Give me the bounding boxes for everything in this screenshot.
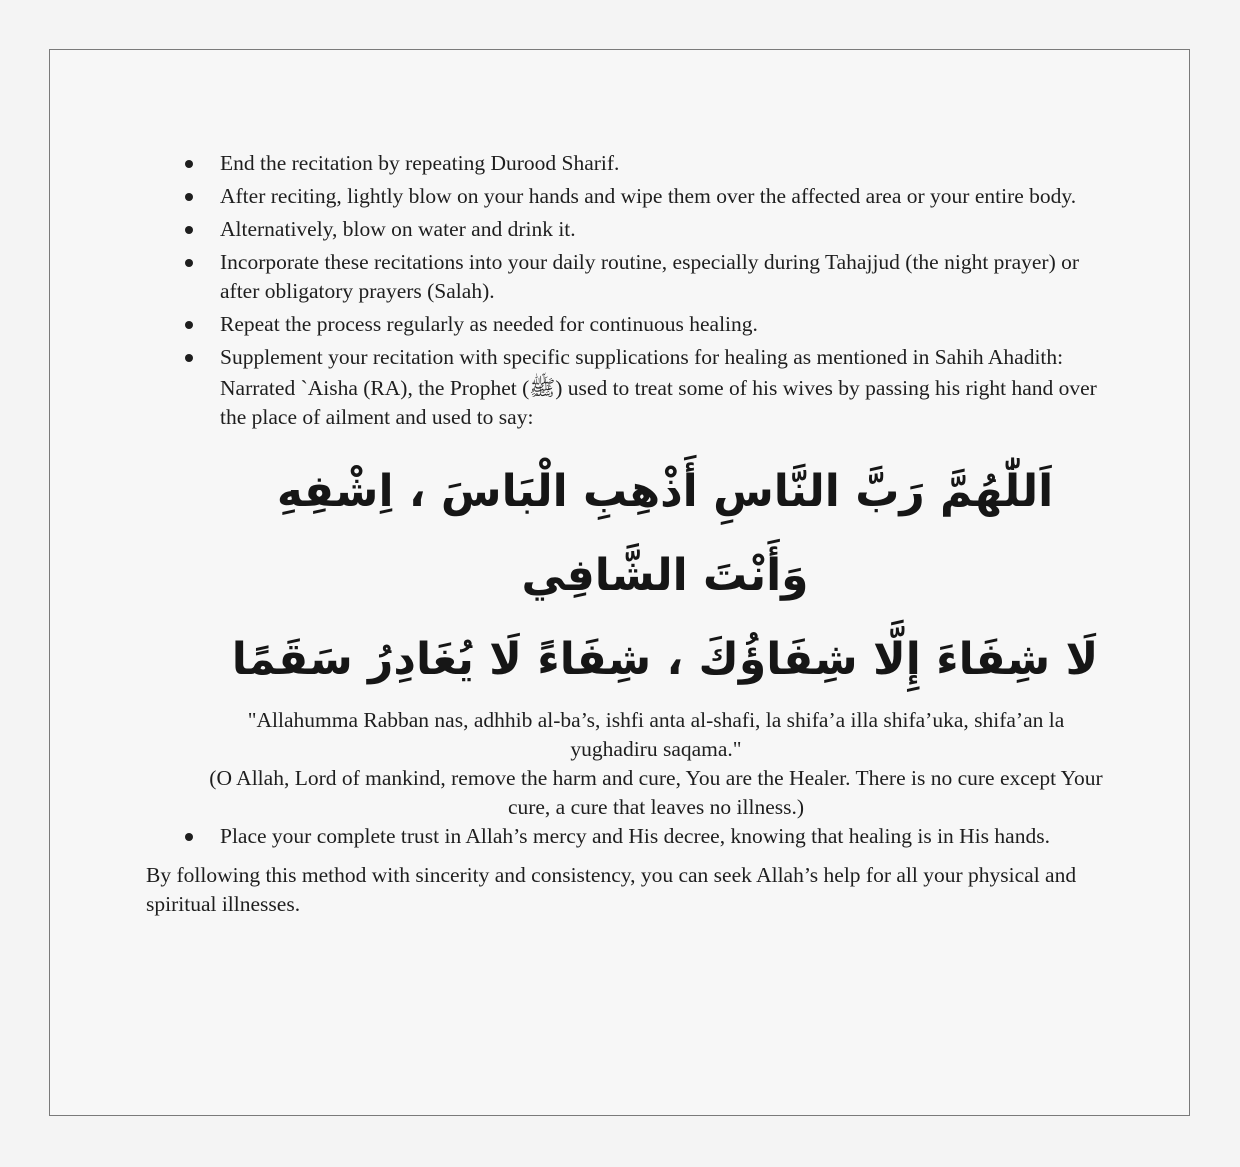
dua-transliteration: "Allahumma Rabban nas, adhhib al-ba’s, ishfi anta al-shafi, la shifa’a illa shifa’uka, shifa’an la yughadiru saqama." (247, 708, 1065, 761)
list-item: Incorporate these recitations into your daily routine, especially during Tahajjud (the night prayer) or after obligatory prayers (Salah). (146, 248, 1106, 306)
list-item: Alternatively, blow on water and drink it. (146, 215, 1106, 244)
list-item: Repeat the process regularly as needed for continuous healing. (146, 310, 1106, 339)
arabic-dua-line-1: اَللّٰهُمَّ رَبَّ النَّاسِ أَذْهِبِ الْبَاسَ ، اِشْفِهِ وَأَنْتَ الشَّافِي (276, 466, 1054, 601)
list-item: Place your complete trust in Allah’s mercy and His decree, knowing that healing is in His hands. (146, 822, 1106, 851)
list-item: After reciting, lightly blow on your hands and wipe them over the affected area or your entire body. (146, 182, 1106, 211)
closing-paragraph: By following this method with sincerity and consistency, you can seek Allah’s help for all your physical and spiritual illnesses. (146, 863, 1077, 916)
document-page (49, 49, 1190, 1116)
arabic-dua-line-2: لَا شِفَاءَ إِلَّا شِفَاؤُكَ ، شِفَاءً لَا يُغَادِرُ سَقَمًا (231, 634, 1099, 685)
list-item: End the recitation by repeating Durood Sharif. (146, 149, 1106, 178)
dua-transliteration-block (206, 706, 1106, 822)
final-list (146, 822, 1106, 851)
dua-translation: (O Allah, Lord of mankind, remove the harm and cure, You are the Healer. There is no cure except Your cure, a cure that leaves no illness.) (209, 766, 1103, 819)
hadith-narration: Narrated `Aisha (RA), the Prophet (ﷺ) used to treat some of his wives by passing his right hand over the place of ailment and used to say: (220, 376, 1097, 429)
arabic-dua (220, 450, 1110, 702)
list-item (146, 343, 1106, 432)
document-content (146, 149, 1106, 941)
list-item-text: Supplement your recitation with specific supplications for healing as mentioned in Sahih Ahadith: (220, 345, 1064, 369)
instruction-list (146, 149, 1106, 432)
